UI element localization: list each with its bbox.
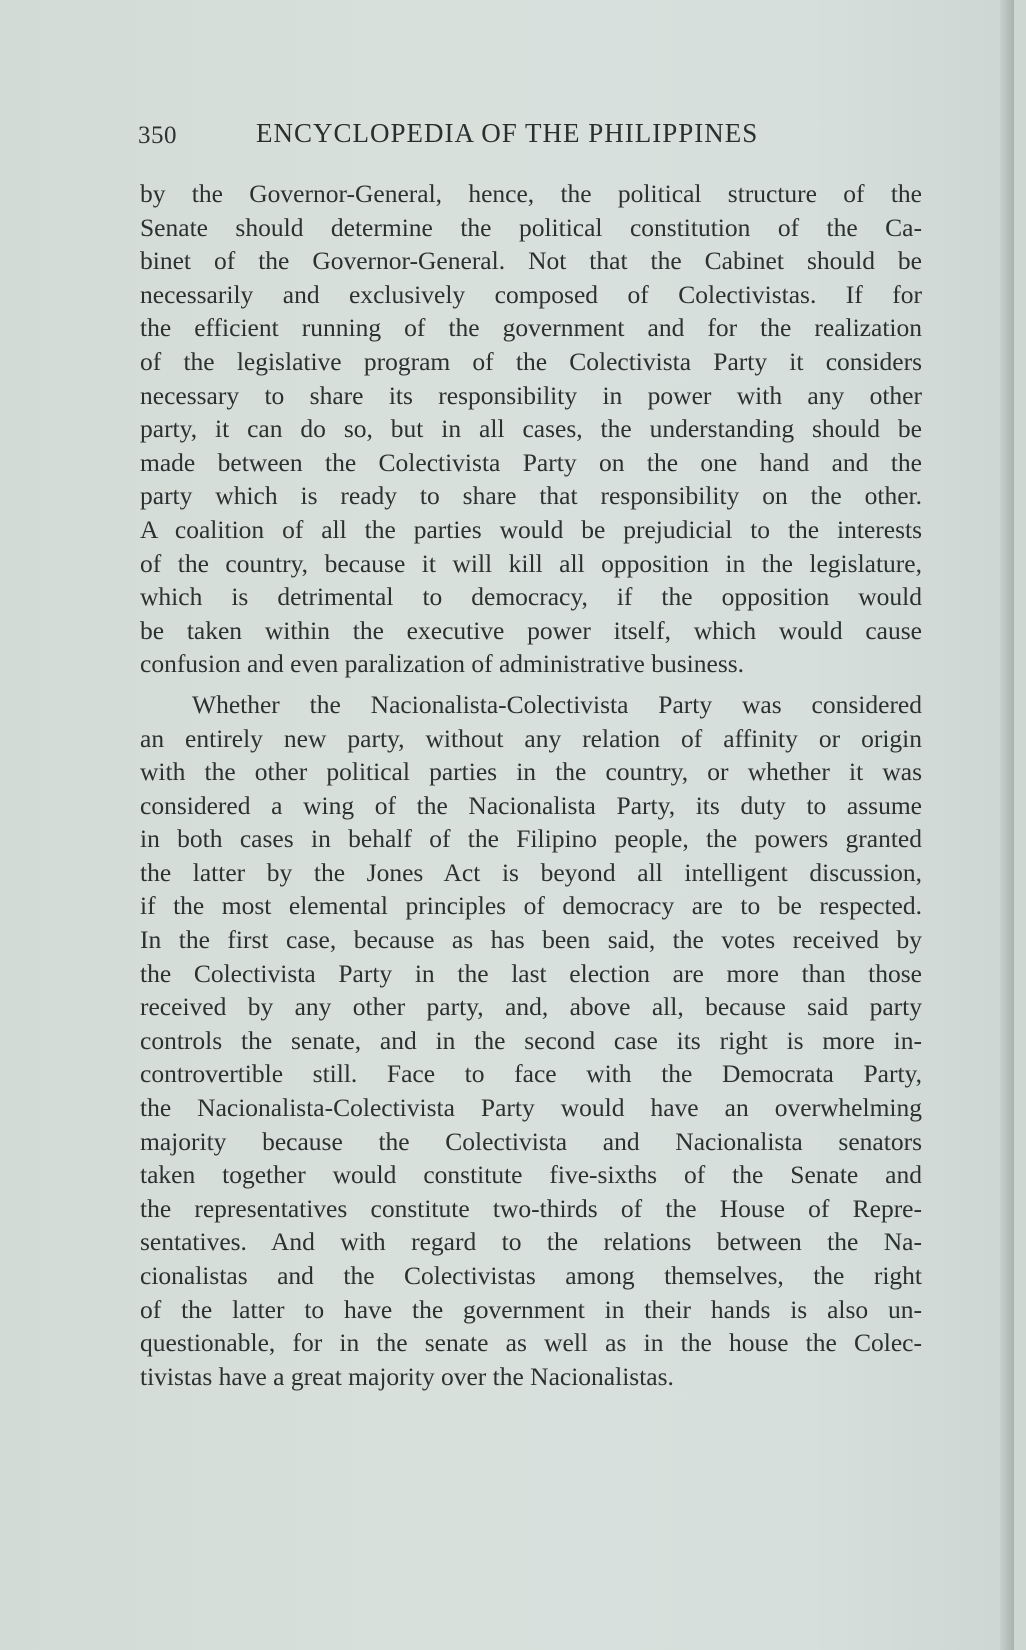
page-header (138, 112, 838, 152)
running-head: ENCYCLOPEDIA OF THE PHILIPPINES (256, 118, 759, 148)
paragraph-2 (140, 688, 922, 1393)
text-line: sentatives. And with regard to the relations between the Na- (140, 1227, 922, 1257)
text-line: of the legislative program of the Colectivista Party it considers (140, 346, 922, 376)
text-line: Whether the Nacionalista-Colectivista Party was considered (192, 689, 922, 719)
text-line: taken together would constitute five-sixths of the Senate and (140, 1160, 922, 1190)
text-line: necessarily and exclusively composed of Colectivistas. If for (140, 279, 922, 309)
text-line: by the Governor-General, hence, the political structure of the (140, 179, 922, 208)
text-line: of the latter to have the government in their hands is also un- (140, 1294, 922, 1324)
text-line: questionable, for in the senate as well as in the house the Colec- (140, 1328, 922, 1358)
text-line: the Nacionalista-Colectivista Party would have an overwhelming (140, 1093, 922, 1123)
text-line: an entirely new party, without any relation of affinity or origin (140, 723, 922, 753)
text-line: In the first case, because as has been said, the votes received by (140, 925, 922, 955)
text-line: necessary to share its responsibility in power with any other (140, 380, 922, 410)
text-line: A coalition of all the parties would be prejudicial to the interests (140, 514, 922, 544)
text-line: the representatives constitute two-thirds of the House of Repre- (140, 1193, 922, 1223)
body-text (140, 177, 922, 1393)
text-line: with the other political parties in the country, or whether it was (140, 757, 922, 787)
paragraph-gap (140, 681, 922, 688)
text-line: if the most elemental principles of democracy are to be respected. (140, 891, 922, 921)
text-line: the efficient running of the government and for the realization (140, 313, 922, 343)
text-line: cionalistas and the Colectivistas among themselves, the right (140, 1261, 922, 1290)
text-line: binet of the Governor-General. Not that the Cabinet should be (140, 246, 922, 276)
text-line: party which is ready to share that responsibility on the other. (140, 481, 922, 511)
text-line: which is detrimental to democracy, if the opposition would (140, 582, 922, 612)
text-line: in both cases in behalf of the Filipino people, the powers granted (140, 824, 922, 854)
text-line: controvertible still. Face to face with the Democrata Party, (140, 1059, 922, 1089)
text-line: Senate should determine the political constitution of the Ca- (140, 212, 922, 242)
text-line: considered a wing of the Nacionalista Party, its duty to assume (140, 790, 922, 820)
text-line: the latter by the Jones Act is beyond all intelligent discussion, (140, 857, 922, 887)
text-line: tivistas have a great majority over the Nacionalistas. (140, 1361, 674, 1391)
text-line: be taken within the executive power itself, which would cause (140, 615, 922, 645)
paragraph-1 (140, 177, 922, 681)
text-line: controls the senate, and in the second case its right is more in- (140, 1025, 922, 1055)
text-line: made between the Colectivista Party on the one hand and the (140, 447, 922, 477)
page-number: 350 (138, 122, 177, 149)
text-line: the Colectivista Party in the last election are more than those (140, 958, 922, 988)
text-line: of the country, because it will kill all opposition in the legislature, (140, 548, 922, 578)
page-edge-shadow (1000, 0, 1014, 1650)
text-line: confusion and even paralization of administrative business. (140, 649, 745, 679)
text-line: received by any other party, and, above all, because said party (140, 992, 922, 1022)
text-line: party, it can do so, but in all cases, the understanding should be (140, 414, 922, 444)
text-line: majority because the Colectivista and Nacionalista senators (140, 1126, 922, 1156)
